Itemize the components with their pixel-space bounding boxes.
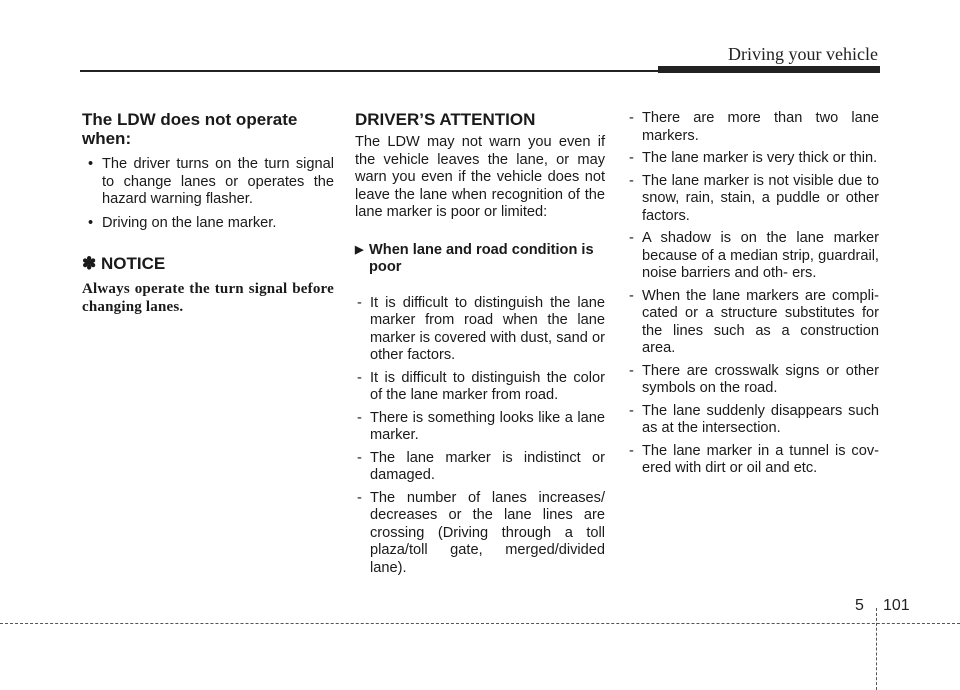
list-item: - The lane marker is very thick or thin. — [627, 150, 879, 168]
attention-description: The LDW may not warn you even if the vehicle leaves the lane, or may warn you even if the vehicle does not leave the lane when recognition of the lane marker is poor or limited: — [355, 134, 605, 220]
list-item: • The driver turns on the turn signal to change lanes or operates the hazard warning flasher. — [82, 156, 334, 209]
list-item: - There are crosswalk signs or other symbols on the road. — [627, 363, 879, 398]
list-item: - The lane suddenly disappears such as at the intersection. — [627, 403, 879, 438]
header-bar — [658, 66, 880, 73]
list-item: - When the lane markers are compli- cated or a structure substitutes for the lines such as a construction area. — [627, 288, 879, 358]
condition-list — [355, 295, 605, 578]
list-item: - It is difficult to distinguish the lane marker from road when the lane marker is covered with dust, sand or other factors. — [355, 295, 605, 365]
drivers-attention-heading: DRIVER’S ATTENTION — [355, 110, 536, 129]
list-item: - The lane marker in a tunnel is cov- ered with dirt or oil and etc. — [627, 443, 879, 478]
bullet-list — [82, 156, 334, 232]
chapter-number: 5 — [855, 597, 864, 614]
arrow-right-icon: ▶ — [355, 243, 364, 256]
list-item: - The number of lanes increases/ decreases or the lane lines are crossing (Driving through a toll plaza/toll gate, merged/divided lane). — [355, 490, 605, 578]
list-item: - The lane marker is indistinct or damaged. — [355, 450, 605, 485]
section-title: Driving your vehicle — [728, 44, 878, 64]
list-item: - There are more than two lane markers. — [627, 110, 879, 145]
ldw-not-operate-heading: The LDW does not operate when: — [82, 110, 298, 148]
column-1 — [82, 110, 334, 316]
condition-subheading — [355, 242, 605, 277]
list-item: • Driving on the lane marker. — [82, 215, 334, 233]
notice-heading: ✽ NOTICE — [82, 254, 166, 273]
list-item: - It is difficult to distinguish the color of the lane marker from road. — [355, 370, 605, 405]
footer-divider — [876, 608, 877, 690]
header-rule — [80, 70, 658, 72]
list-item: - There is something looks like a lane marker. — [355, 410, 605, 445]
column-3 — [627, 110, 879, 483]
condition-list-continued — [627, 110, 879, 478]
footer-dashed-rule — [0, 623, 960, 624]
notice-text: Always operate the turn signal before changing lanes. — [82, 281, 334, 315]
page-number: 101 — [883, 597, 910, 614]
list-item: - The lane marker is not visible due to snow, rain, stain, a puddle or other factors. — [627, 173, 879, 226]
column-2 — [355, 110, 605, 582]
subheading-text: When lane and road condition is poor — [369, 241, 594, 275]
list-item: - A shadow is on the lane marker because of a median strip, guardrail, noise barriers and oth- ers. — [627, 230, 879, 283]
